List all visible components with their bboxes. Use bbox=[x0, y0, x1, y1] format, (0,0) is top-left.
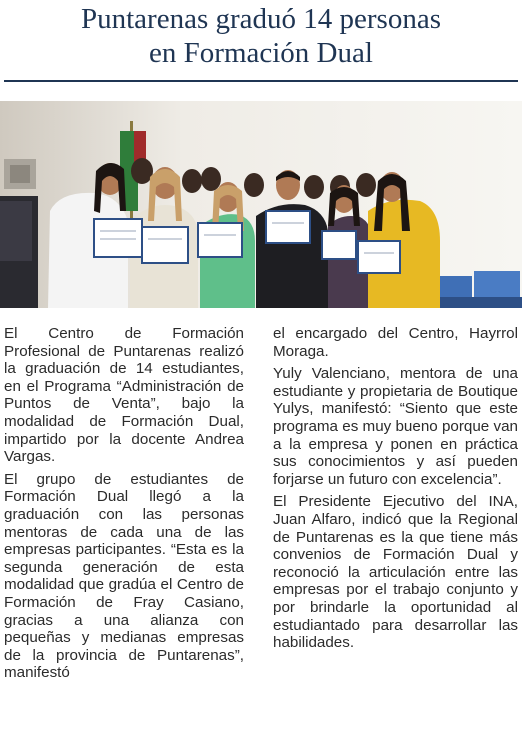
graduation-photo bbox=[0, 101, 522, 308]
article-column-right bbox=[273, 325, 518, 657]
article-column-left bbox=[4, 325, 244, 687]
paragraph: Yuly Valenciano, mentora de una estudiante y propietaria de Boutique Yulys, manifestó: “Siento que este programa es muy bueno porque van a la empresa y ponen en práctica sus conocimientos y así pueden forjarse un futuro con excelencia”. bbox=[273, 365, 518, 488]
headline-line-2: en Formación Dual bbox=[149, 37, 373, 69]
headline-divider bbox=[4, 80, 518, 82]
paragraph: El Centro de Formación Profesional de Puntarenas realizó la graduación de 14 estudiantes, en el Programa “Administración de Puntos de Venta”, bajo la modalidad de Formación Dual, impartido por la docente Andrea Vargas. bbox=[4, 325, 244, 466]
paragraph: el encargado del Centro, Hayrrol Moraga. bbox=[273, 325, 518, 360]
headline bbox=[0, 2, 522, 70]
headline-line-1: Puntarenas graduó 14 personas bbox=[81, 3, 441, 35]
paragraph: El Presidente Ejecutivo del INA, Juan Alfaro, indicó que la Regional de Puntarenas es la que tiene más convenios de Formación Dual y reconoció la articulación entre las empresas por el trabajo conjunto y por brindarle la oportunidad al estudiantado para desarrollar las habilidades. bbox=[273, 493, 518, 652]
paragraph: El grupo de estudiantes de Formación Dual llegó a la graduación con las personas mentoras de cada una de las empresas participantes. “Esta es la segunda generación de esta modalidad que gradúa el Centro de Formación de Fray Casiano, gracias a una alianza con pequeñas y medianas empresas de la provincia de Puntarenas”, manifestó bbox=[4, 470, 244, 682]
